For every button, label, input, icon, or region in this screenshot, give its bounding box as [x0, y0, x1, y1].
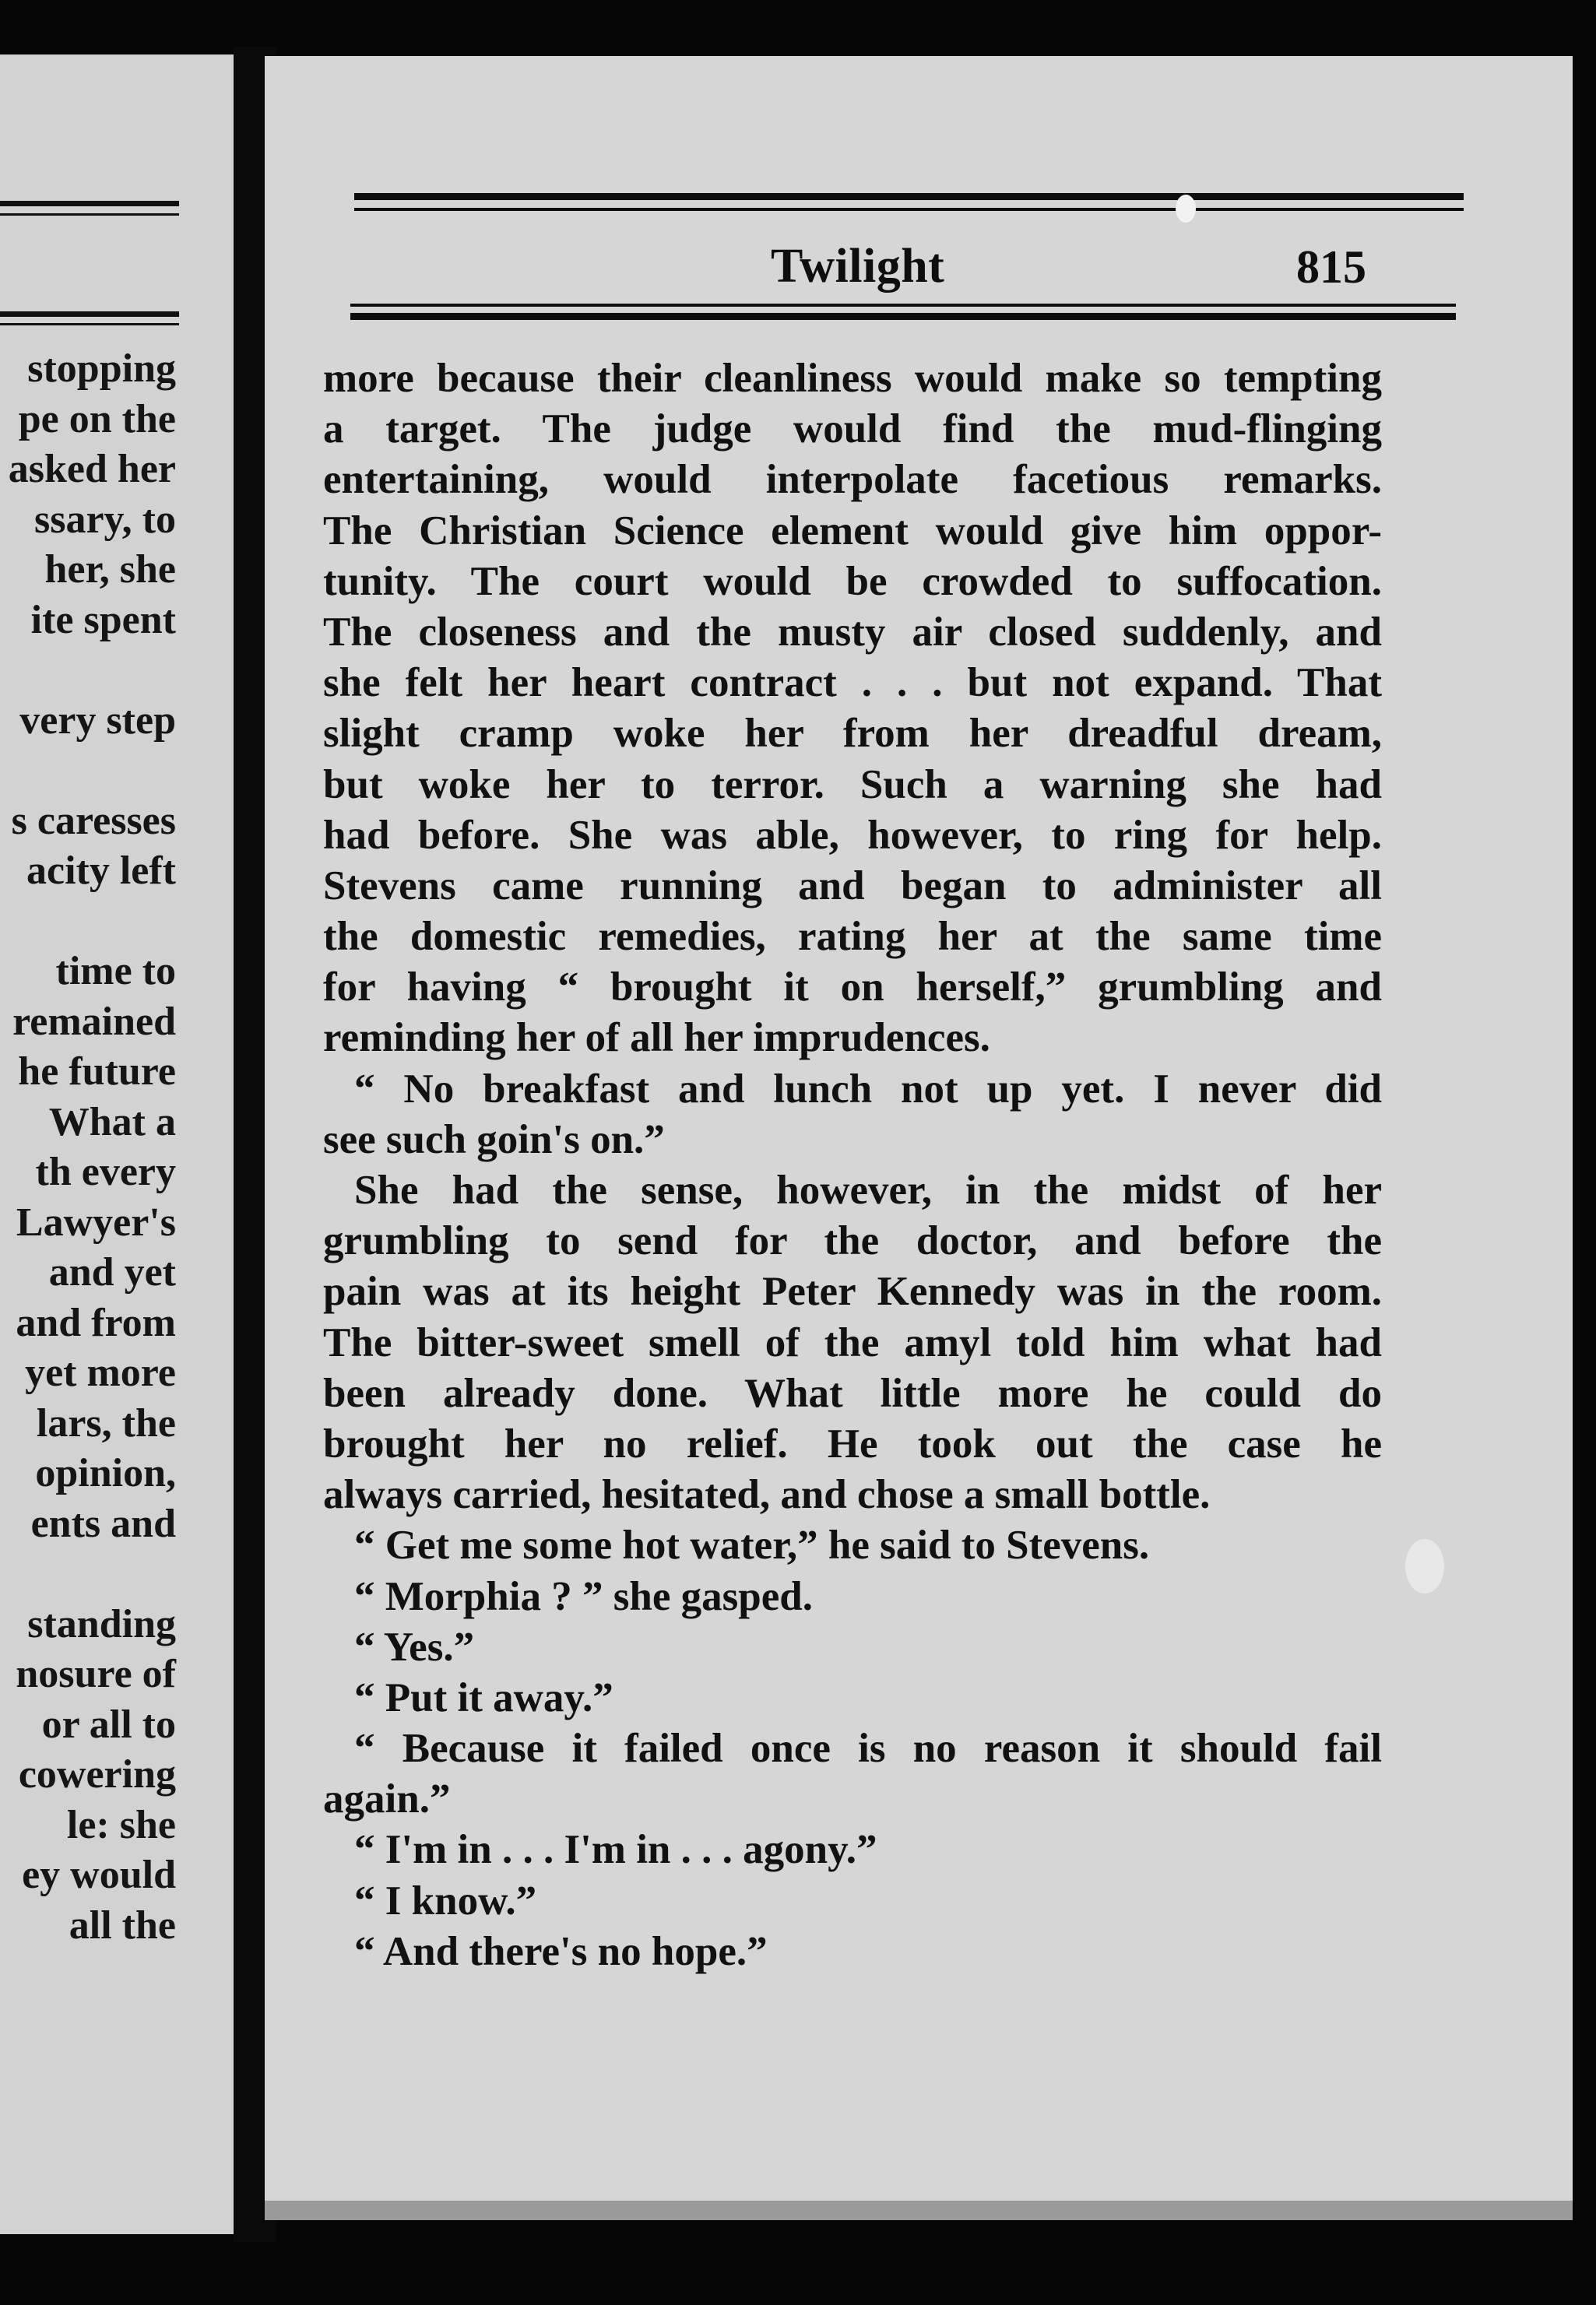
- left-page-line: What a: [48, 1099, 176, 1144]
- left-page-gap: [9, 645, 176, 696]
- left-page-line: s caresses: [11, 798, 176, 843]
- left-page-line: very step: [19, 697, 176, 743]
- text-line: see such goin's on.”: [323, 1116, 665, 1162]
- page-number: 815: [1296, 241, 1366, 293]
- left-page-line: opinion,: [35, 1451, 176, 1495]
- left-page-line: standing: [27, 1601, 176, 1646]
- left-page-rule-top-thin: [0, 213, 179, 216]
- left-page-line: nosure of: [16, 1652, 176, 1696]
- text-line: again.”: [323, 1776, 451, 1822]
- left-page-line: he future: [18, 1049, 176, 1094]
- text-line: more because their cleanliness would make so tempting: [323, 356, 1382, 401]
- text-line: reminding her of all her imprudences.: [323, 1015, 990, 1061]
- text-line: “ Because it failed once is no reason it should fail: [354, 1726, 1382, 1772]
- left-page-line: th every: [35, 1150, 176, 1194]
- left-page-line: pe on the: [18, 396, 176, 441]
- paper-blemish: [1176, 195, 1196, 223]
- text-line: Stevens came running and began to administer all: [323, 863, 1382, 908]
- header-rule-top-thin: [354, 208, 1464, 211]
- left-page-line: her, she: [44, 547, 176, 592]
- left-page-line: ey would: [22, 1853, 176, 1897]
- left-page-line: stopping: [27, 346, 176, 391]
- text-line: entertaining, would interpolate facetious remarks.: [323, 457, 1382, 503]
- paper-blemish-right: [1405, 1539, 1444, 1593]
- text-line: pain was at its height Peter Kennedy was in the room.: [323, 1269, 1382, 1315]
- left-page-line: asked her: [8, 447, 176, 491]
- text-line: “ Put it away.”: [354, 1674, 613, 1720]
- header-rule-bottom: [350, 313, 1456, 320]
- text-line: “ And there's no hope.”: [354, 1928, 768, 1974]
- header-rule-bottom-thin: [350, 304, 1456, 307]
- left-page-line: and from: [16, 1300, 176, 1345]
- text-line: She had the sense, however, in the midst of her: [354, 1168, 1382, 1213]
- text-line: “ Morphia ? ” she gasped.: [354, 1573, 813, 1619]
- left-page-line: lars, the: [36, 1400, 176, 1446]
- text-line: grumbling to send for the doctor, and before the: [323, 1218, 1382, 1264]
- text-line: “ No breakfast and lunch not up yet. I never did: [354, 1066, 1382, 1112]
- left-page-line: time to: [55, 949, 176, 993]
- left-page-text: [9, 344, 176, 1951]
- page-bottom-edge: [265, 2201, 1573, 2220]
- header-rule-top: [354, 193, 1464, 200]
- text-line: “ Get me some hot water,” he said to Stevens.: [354, 1523, 1150, 1569]
- left-page-gap: [9, 897, 176, 947]
- left-page-rule-bottom: [0, 311, 179, 317]
- text-line: The bitter-sweet smell of the amyl told him what had: [323, 1319, 1382, 1365]
- running-head-title: Twilight: [771, 240, 945, 293]
- left-page-line: ssary, to: [34, 497, 176, 542]
- text-line: tunity. The court would be crowded to suffocation.: [323, 558, 1382, 604]
- right-page: [265, 56, 1573, 2220]
- text-line: but woke her to terror. Such a warning she had: [323, 761, 1382, 807]
- text-line: “ I'm in . . . I'm in . . . agony.”: [354, 1827, 877, 1873]
- text-line: slight cramp woke her from her dreadful dream,: [323, 711, 1382, 757]
- left-page-line: ents and: [30, 1501, 176, 1546]
- text-line: been already done. What little more he could do: [323, 1370, 1382, 1416]
- left-page-line: or all to: [41, 1702, 176, 1747]
- text-line: brought her no relief. He took out the case he: [323, 1421, 1382, 1467]
- text-line: “ I know.”: [354, 1878, 537, 1924]
- left-page-line: cowering: [18, 1752, 176, 1797]
- text-line: she felt her heart contract . . . but not expand. That: [323, 660, 1382, 706]
- left-page-line: le: she: [66, 1802, 176, 1847]
- left-page-gap: [9, 746, 176, 796]
- left-page-gap: [9, 1549, 176, 1600]
- left-page-rule-bottom-thin: [0, 323, 179, 325]
- left-page-line: acity left: [26, 849, 176, 893]
- text-line: always carried, hesitated, and chose a small bottle.: [323, 1472, 1211, 1518]
- text-line: a target. The judge would find the mud-flinging: [323, 406, 1382, 452]
- text-line: “ Yes.”: [354, 1624, 475, 1670]
- text-line: the domestic remedies, rating her at the same time: [323, 914, 1382, 960]
- left-page-line: yet more: [25, 1351, 176, 1395]
- text-line: The Christian Science element would give him oppor-: [323, 508, 1382, 553]
- text-line: The closeness and the musty air closed suddenly, and: [323, 609, 1382, 655]
- text-line: had before. She was able, however, to ring for help.: [323, 812, 1382, 858]
- left-page-line: and yet: [48, 1250, 176, 1295]
- body-text: [323, 353, 1382, 1977]
- running-head: [265, 239, 1378, 309]
- left-page-line: remained: [12, 999, 176, 1044]
- text-line: for having “ brought it on herself,” grumbling and: [323, 965, 1382, 1010]
- left-page-line: Lawyer's: [16, 1200, 176, 1245]
- left-page-line: ite spent: [30, 597, 176, 642]
- left-page-rule-top: [0, 201, 179, 206]
- left-page-fragment: [0, 54, 248, 2234]
- left-page-line: all the: [69, 1903, 176, 1948]
